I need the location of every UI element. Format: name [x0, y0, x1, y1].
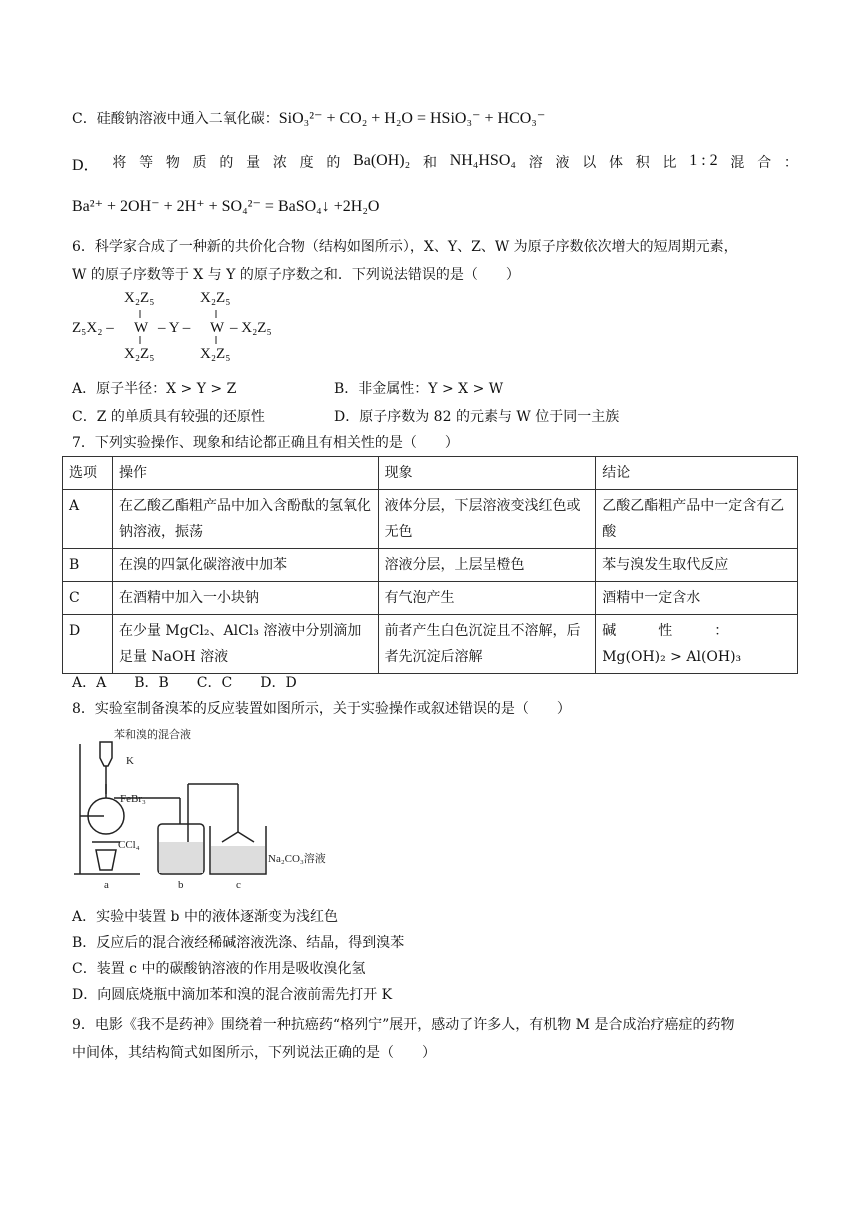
q5-option-c — [72, 108, 545, 128]
q5-option-d-token: NH₄HSO₄ — [449, 152, 516, 169]
q5-option-d-token: 和 — [422, 155, 437, 171]
structure-top-left: X₂Z₅ — [124, 290, 155, 306]
header-phenomenon: 现象 — [378, 457, 596, 490]
label-febr3: FeBr₃ — [120, 793, 146, 805]
q5-option-d-token: 溶 — [528, 155, 543, 171]
structure-w2: W — [210, 320, 225, 336]
label-na2co3: Na₂CO₃溶液 — [268, 853, 326, 865]
table-cell: 碱 性 ：Mg(OH)₂ > Al(OH)₃ — [596, 615, 798, 674]
q5-option-d-token: 度 — [299, 155, 314, 171]
q9-stem-line2: 中间体，其结构简式如图所示，下列说法正确的是（ ） — [72, 1045, 436, 1061]
table-cell: 前者产生白色沉淀且不溶解，后者先沉淀后溶解 — [378, 615, 596, 674]
table-cell: 有气泡产生 — [378, 582, 596, 615]
q9-stem-line1: 9．电影《我不是药神》围绕着一种抗癌药“格列宁”展开，感动了许多人，有机物 M 是合成治疗癌症的药物 — [72, 1017, 735, 1033]
q8-option-b: B．反应后的混合液经稀碱溶液洗涤、结晶，得到溴苯 — [72, 935, 405, 951]
q5-option-d-token: 积 — [635, 155, 650, 171]
label-b: b — [178, 879, 184, 890]
q6-option-b: B．非金属性：Y > X > W — [334, 381, 504, 397]
structure-bot-left: X₂Z₅ — [124, 346, 155, 362]
table-cell: C — [63, 582, 113, 615]
structure-w1: W — [134, 320, 149, 336]
q6-option-c: C．Z 的单质具有较强的还原性 — [72, 409, 265, 425]
structure-mid-y: – Y – — [158, 320, 191, 336]
q6-option-d: D．原子序数为 82 的元素与 W 位于同一主族 — [334, 409, 620, 425]
structure-mid-right: – X₂Z₅ — [230, 320, 272, 336]
q8-option-a: A．实验中装置 b 中的液体逐渐变为浅红色 — [72, 909, 338, 925]
table-row — [63, 582, 798, 615]
q5-option-d — [72, 152, 798, 175]
q5-option-d-token: Ba(OH)₂ — [353, 152, 411, 169]
table-row — [63, 615, 798, 674]
q5-option-d-token: 的 — [326, 155, 341, 171]
q5-option-d-token: 以 — [582, 155, 597, 171]
q5-option-d-token: 合 — [757, 155, 772, 171]
header-conclusion: 结论 — [596, 457, 798, 490]
table-cell: 苯与溴发生取代反应 — [596, 549, 798, 582]
apparatus-drawing — [70, 724, 340, 890]
table-cell: 溶液分层，上层呈橙色 — [378, 549, 596, 582]
q5-option-d-token: 液 — [555, 155, 570, 171]
q5-option-d-token: 量 — [246, 155, 261, 171]
q5-option-d-token: 体 — [608, 155, 623, 171]
label-k: K — [126, 755, 134, 767]
q7-stem: 7．下列实验操作、现象和结论都正确且有相关性的是（ ） — [72, 435, 459, 451]
table-cell: 乙酸乙酯粗产品中一定含有乙酸 — [596, 490, 798, 549]
q7-table — [62, 456, 798, 674]
q5-option-d-token: 质 — [192, 155, 207, 171]
table-header-row — [63, 457, 798, 490]
q5-option-d-token: 1 : 2 — [689, 152, 718, 169]
table-cell: 在少量 MgCl₂、AlCl₃ 溶液中分别滴加足量 NaOH 溶液 — [112, 615, 378, 674]
header-operation: 操作 — [112, 457, 378, 490]
structure-top-right: X₂Z₅ — [200, 290, 231, 306]
q5-option-d-token: 等 — [139, 155, 154, 171]
q5-option-d-token: 比 — [662, 155, 677, 171]
q8-stem: 8．实验室制备溴苯的反应装置如图所示，关于实验操作或叙述错误的是（ ） — [72, 701, 571, 717]
label-mixture: 苯和溴的混合液 — [114, 729, 191, 741]
header-option: 选项 — [63, 457, 113, 490]
table-cell: 液体分层，下层溶液变浅红色或无色 — [378, 490, 596, 549]
table-cell: 在溴的四氯化碳溶液中加苯 — [112, 549, 378, 582]
table-cell: B — [63, 549, 113, 582]
q5-option-d-token: 的 — [219, 155, 234, 171]
q6-option-a: A．原子半径：X > Y > Z — [72, 381, 237, 397]
q5-option-d-equation: Ba²⁺ + 2OH⁻ + 2H⁺ + SO₄²⁻ = BaSO₄↓ +2H₂O — [72, 198, 380, 215]
q5-option-c-text: C．硅酸钠溶液中通入二氧化碳： — [72, 111, 279, 127]
structure-mid-left: Z₅X₂ – — [72, 320, 114, 336]
q5-option-d-token: 浓 — [272, 155, 287, 171]
q5-option-d-token: 将 — [112, 155, 127, 171]
q5-option-d-token: ： — [783, 155, 798, 171]
q6-stem-line1: 6．科学家合成了一种新的共价化合物（结构如图所示），X、Y、Z、W 为原子序数依次增大的短周期元素， — [72, 239, 738, 255]
q5-option-d-token: D． — [72, 157, 100, 174]
q8-option-d: D．向圆底烧瓶中滴加苯和溴的混合液前需先打开 K — [72, 987, 393, 1003]
q6-stem-line2: W 的原子序数等于 X 与 Y 的原子序数之和．下列说法错误的是（ ） — [72, 267, 520, 283]
q8-option-c: C．装置 c 中的碳酸钠溶液的作用是吸收溴化氢 — [72, 961, 366, 977]
q5-option-d-token: 混 — [730, 155, 745, 171]
label-a: a — [104, 879, 109, 890]
q7-answer-options: A．A B．B C．C D．D — [72, 675, 297, 691]
table-cell: 在乙酸乙酯粗产品中加入含酚酞的氢氧化钠溶液，振荡 — [112, 490, 378, 549]
structure-bot-right: X₂Z₅ — [200, 346, 231, 362]
q5-option-c-equation: SiO₃²⁻ + CO₂ + H₂O = HSiO₃⁻ + HCO₃⁻ — [278, 110, 546, 127]
q5-option-d-token: 物 — [165, 155, 180, 171]
label-c: c — [236, 879, 241, 890]
table-cell: A — [63, 490, 113, 549]
table-cell: 在酒精中加入一小块钠 — [112, 582, 378, 615]
q8-apparatus-figure — [70, 724, 340, 890]
label-ccl4: CCl₄ — [118, 839, 140, 851]
table-cell: 酒精中一定含水 — [596, 582, 798, 615]
table-row — [63, 549, 798, 582]
table-cell: D — [63, 615, 113, 674]
table-row — [63, 490, 798, 549]
q6-structure-diagram — [72, 290, 372, 360]
